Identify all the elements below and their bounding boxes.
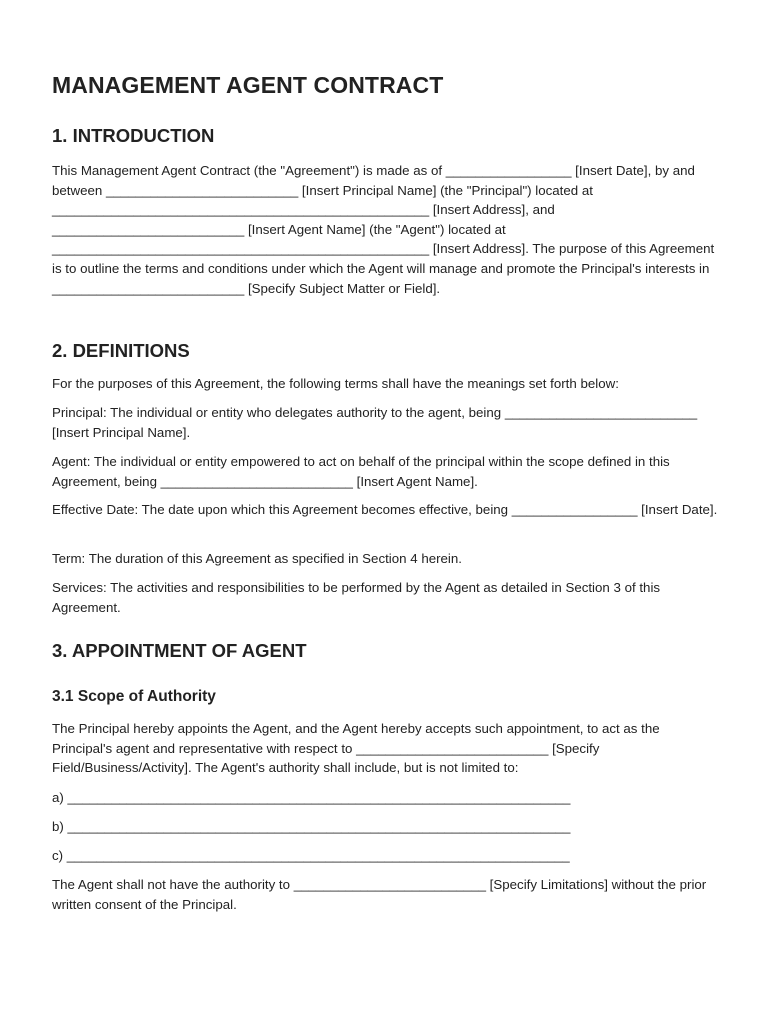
document-title: MANAGEMENT AGENT CONTRACT [52,72,444,98]
definition-agent: Agent: The individual or entity empowered to act on behalf of the principal within the scope defined in this Agreement, being __________________________ [Insert Agent Name]. [52,454,670,489]
scope-of-authority-paragraph: The Principal hereby appoints the Agent, and the Agent hereby accepts such appointment, to act as the Principal's agent and representative with respect to __________________________ [Specify Field/Business/Activity]. The Agent's authority shall include, but is not limited to: [52,721,660,776]
definition-term: Term: The duration of this Agreement as specified in Section 4 herein. [52,551,462,566]
definition-effective-date: Effective Date: The date upon which this Agreement becomes effective, being _________________ [Insert Date]. [52,502,718,517]
definition-principal: Principal: The individual or entity who delegates authority to the agent, being __________________________ [Insert Principal Name]. [52,405,698,440]
section-heading-introduction: 1. INTRODUCTION [52,125,215,146]
authority-item-b: b) ____________________________________________________________________ [52,819,571,834]
definitions-intro-paragraph: For the purposes of this Agreement, the following terms shall have the meanings set forth below: [52,376,619,391]
subsection-heading-scope-of-authority: 3.1 Scope of Authority [52,688,216,705]
definition-services: Services: The activities and responsibilities to be performed by the Agent as detailed in Section 3 of this Agreement. [52,580,661,615]
authority-item-c: c) ____________________________________________________________________ [52,848,570,863]
section-heading-appointment: 3. APPOINTMENT OF AGENT [52,640,307,661]
introduction-paragraph: This Management Agent Contract (the "Agreement") is made as of _________________ [Insert Date], by and between __________________________ [Insert Principal Name] (the "Principal") located at ___________________________________________________ [Insert Address], and __________________________ [Insert Agent Name] (the "Agent") located at ___________________________________________________ [Insert Address]. The purpose of this Agreement is to outline the terms and conditions under which the Agent will manage and promote the Principal's interests in __________________________ [Specify Subject Matter or Field]. [52,163,715,296]
authority-item-a: a) ____________________________________________________________________ [52,790,571,805]
section-heading-definitions: 2. DEFINITIONS [52,340,190,361]
limitations-paragraph: The Agent shall not have the authority to __________________________ [Specify Limitations] without the prior written consent of the Principal. [52,877,707,912]
